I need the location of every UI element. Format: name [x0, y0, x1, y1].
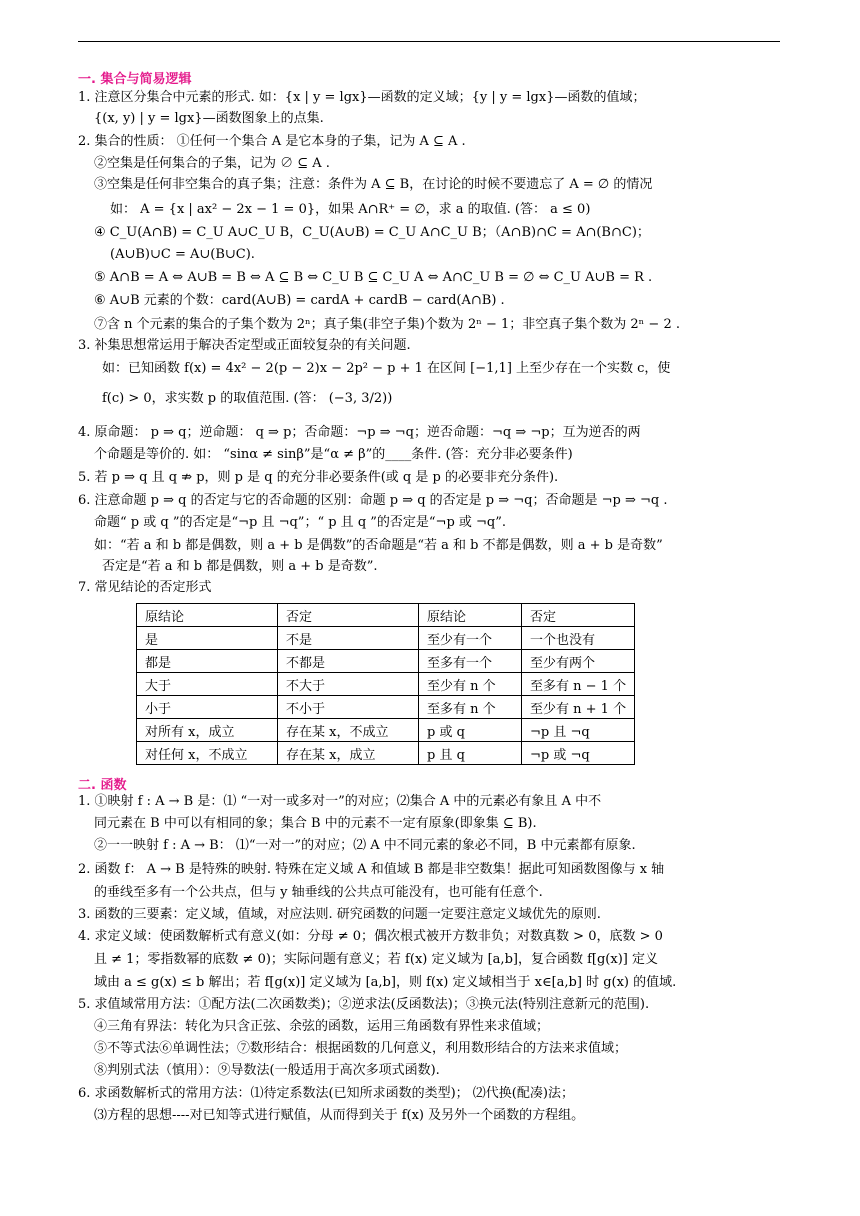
text-line: 2. 集合的性质： ①任何一个集合 A 是它本身的子集，记为 A ⊆ A . [78, 134, 466, 149]
table-header-cell: 否定 [278, 604, 419, 627]
text-line: 4. 原命题： p ⇒ q；逆命题： q ⇒ p；否命题：¬p ⇒ ¬q；逆否命题：¬q ⇒ ¬p；互为逆否的两 [78, 425, 641, 440]
table-cell: 是 [137, 627, 278, 650]
text-line: ⑦含 n 个元素的集合的子集个数为 2ⁿ；真子集(非空子集)个数为 2ⁿ − 1；非空真子集个数为 2ⁿ − 2 . [94, 317, 680, 332]
table-row [137, 696, 635, 719]
text-line: ④ C_U(A∩B) = C_U A∪C_U B，C_U(A∪B) = C_U A∩C_U B；（A∩B)∩C = A∩(B∩C)； [94, 225, 650, 240]
text-line: ⑤ A∩B = A ⇔ A∪B = B ⇔ A ⊆ B ⇔ C_U B ⊆ C_U A ⇔ A∩C_U B = ∅ ⇔ C_U A∪B = R . [94, 270, 653, 285]
table-cell: 至多有 n − 1 个 [522, 673, 635, 696]
table-cell: 至少有 n + 1 个 [522, 696, 635, 719]
text-line: 4. 求定义域：使函数解析式有意义(如：分母 ≠ 0；偶次根式被开方数非负；对数真数 > 0，底数 > 0 [78, 929, 663, 944]
text-line: 3. 补集思想常运用于解决否定型或正面较复杂的有关问题. [78, 338, 411, 353]
table-cell: 存在某 x，成立 [278, 742, 419, 765]
section-title-functions: 二. 函数 [78, 778, 127, 793]
text-line: 1. ①映射 f : A → B 是：⑴ “一对一或多对一”的对应；⑵集合 A 中的元素必有象且 A 中不 [78, 794, 602, 809]
table-cell: p 或 q [419, 719, 522, 742]
table-cell: 小于 [137, 696, 278, 719]
section-title-sets-logic: 一. 集合与简易逻辑 [78, 72, 192, 87]
text-line: 同元素在 B 中可以有相同的象；集合 B 中的元素不一定有原象(即象集 ⊆ B). [94, 816, 537, 831]
table-row [137, 742, 635, 765]
table-cell: 至少有两个 [522, 650, 635, 673]
table-cell: 至少有 n 个 [419, 673, 522, 696]
text-line: (A∪B)∪C = A∪(B∪C). [110, 247, 255, 262]
text-line: ⑥ A∪B 元素的个数：card(A∪B) = cardA + cardB − card(A∩B) . [94, 293, 505, 308]
table-row [137, 650, 635, 673]
table-cell: 至多有 n 个 [419, 696, 522, 719]
table-row [137, 719, 635, 742]
table-cell: p 且 q [419, 742, 522, 765]
table-cell: 不小于 [278, 696, 419, 719]
table-row [137, 673, 635, 696]
table-cell: 一个也没有 [522, 627, 635, 650]
text-line: ⑧判别式法（慎用）：⑨导数法(一般适用于高次多项式函数). [94, 1063, 440, 1078]
text-line: 否定是“若 a 和 b 都是偶数，则 a + b 是奇数”. [102, 559, 378, 574]
table-cell: ¬p 且 ¬q [522, 719, 635, 742]
text-line: ②一一映射 f : A → B： ⑴“一对一”的对应；⑵ A 中不同元素的象必不同，B 中元素都有原象. [94, 838, 636, 853]
text-line: 命题“ p 或 q ”的否定是“¬p 且 ¬q”；“ p 且 q ”的否定是“¬p 或 ¬q”. [94, 515, 507, 530]
text-line: ⑶方程的思想----对已知等式进行赋值，从而得到关于 f(x) 及另外一个函数的方程组。 [94, 1108, 585, 1123]
text-line: 如：已知函数 f(x) = 4x² − 2(p − 2)x − 2p² − p + 1 在区间 [−1,1] 上至少存在一个实数 c，使 [102, 361, 671, 376]
table-header-cell: 否定 [522, 604, 635, 627]
table-header-row [137, 604, 635, 627]
header-rule [78, 41, 780, 42]
negation-table [136, 603, 635, 765]
table-cell: 不都是 [278, 650, 419, 673]
text-line: f(c) > 0，求实数 p 的取值范围. (答： (−3, 3/2)) [102, 391, 393, 406]
table-header-cell: 原结论 [419, 604, 522, 627]
text-line: 5. 若 p ⇒ q 且 q ⇏ p，则 p 是 q 的充分非必要条件(或 q 是 p 的必要非充分条件). [78, 470, 559, 485]
text-line: 如：“若 a 和 b 都是偶数，则 a + b 是偶数”的否命题是“若 a 和 b 不都是偶数，则 a + b 是奇数” [94, 538, 663, 553]
table-row [137, 627, 635, 650]
table-cell: 大于 [137, 673, 278, 696]
table-cell: 对任何 x，不成立 [137, 742, 278, 765]
text-line: 的垂线至多有一个公共点，但与 y 轴垂线的公共点可能没有，也可能有任意个. [94, 885, 543, 900]
text-line: ②空集是任何集合的子集，记为 ∅ ⊆ A . [94, 156, 330, 171]
table-cell: 不大于 [278, 673, 419, 696]
text-line: 个命题是等价的. 如： “sinα ≠ sinβ”是“α ≠ β”的____条件. (答：充分非必要条件) [94, 447, 573, 462]
text-line: 7. 常见结论的否定形式 [78, 580, 212, 595]
table-cell: 至多有一个 [419, 650, 522, 673]
table-cell: 至少有一个 [419, 627, 522, 650]
table-cell: 对所有 x，成立 [137, 719, 278, 742]
text-line: 域由 a ≤ g(x) ≤ b 解出；若 f[g(x)] 定义域为 [a,b]，则 f(x) 定义域相当于 x∈[a,b] 时 g(x) 的值域. [94, 975, 677, 990]
text-line: 3. 函数的三要素：定义域，值域，对应法则. 研究函数的问题一定要注意定义域优先的原则. [78, 907, 601, 922]
text-line: {(x, y) | y = lgx}—函数图象上的点集. [94, 111, 324, 126]
text-line: ⑤不等式法⑥单调性法；⑦数形结合：根据函数的几何意义，利用数形结合的方法来求值域； [94, 1041, 628, 1056]
table-header-cell: 原结论 [137, 604, 278, 627]
text-line: 且 ≠ 1；零指数幂的底数 ≠ 0)；实际问题有意义；若 f(x) 定义域为 [a,b]，复合函数 f[g(x)] 定义 [94, 952, 658, 967]
text-line: ④三角有界法：转化为只含正弦、余弦的函数，运用三角函数有界性来求值域； [94, 1019, 550, 1034]
text-line: 如： A = {x | ax² − 2x − 1 = 0}，如果 A∩R⁺ = ∅，求 a 的取值. (答： a ≤ 0) [110, 202, 591, 217]
text-line: 1. 注意区分集合中元素的形式. 如：{x | y = lgx}—函数的定义域；{y | y = lgx}—函数的值域； [78, 90, 646, 105]
text-line: 2. 函数 f： A → B 是特殊的映射. 特殊在定义域 A 和值域 B 都是非空数集！据此可知函数图像与 x 轴 [78, 862, 665, 877]
table-cell: 存在某 x，不成立 [278, 719, 419, 742]
text-line: ③空集是任何非空集合的真子集；注意：条件为 A ⊆ B，在讨论的时候不要遗忘了 A = ∅ 的情况 [94, 177, 653, 192]
text-line: 5. 求值域常用方法：①配方法(二次函数类)；②逆求法(反函数法)；③换元法(特别注意新元的范围). [78, 997, 650, 1012]
table-cell: ¬p 或 ¬q [522, 742, 635, 765]
table-cell: 不是 [278, 627, 419, 650]
table-cell: 都是 [137, 650, 278, 673]
text-line: 6. 注意命题 p ⇒ q 的否定与它的否命题的区别：命题 p ⇒ q 的否定是 p ⇒ ¬q；否命题是 ¬p ⇒ ¬q . [78, 493, 668, 508]
text-line: 6. 求函数解析式的常用方法：⑴待定系数法(已知所求函数的类型)； ⑵代换(配凑)法； [78, 1086, 574, 1101]
